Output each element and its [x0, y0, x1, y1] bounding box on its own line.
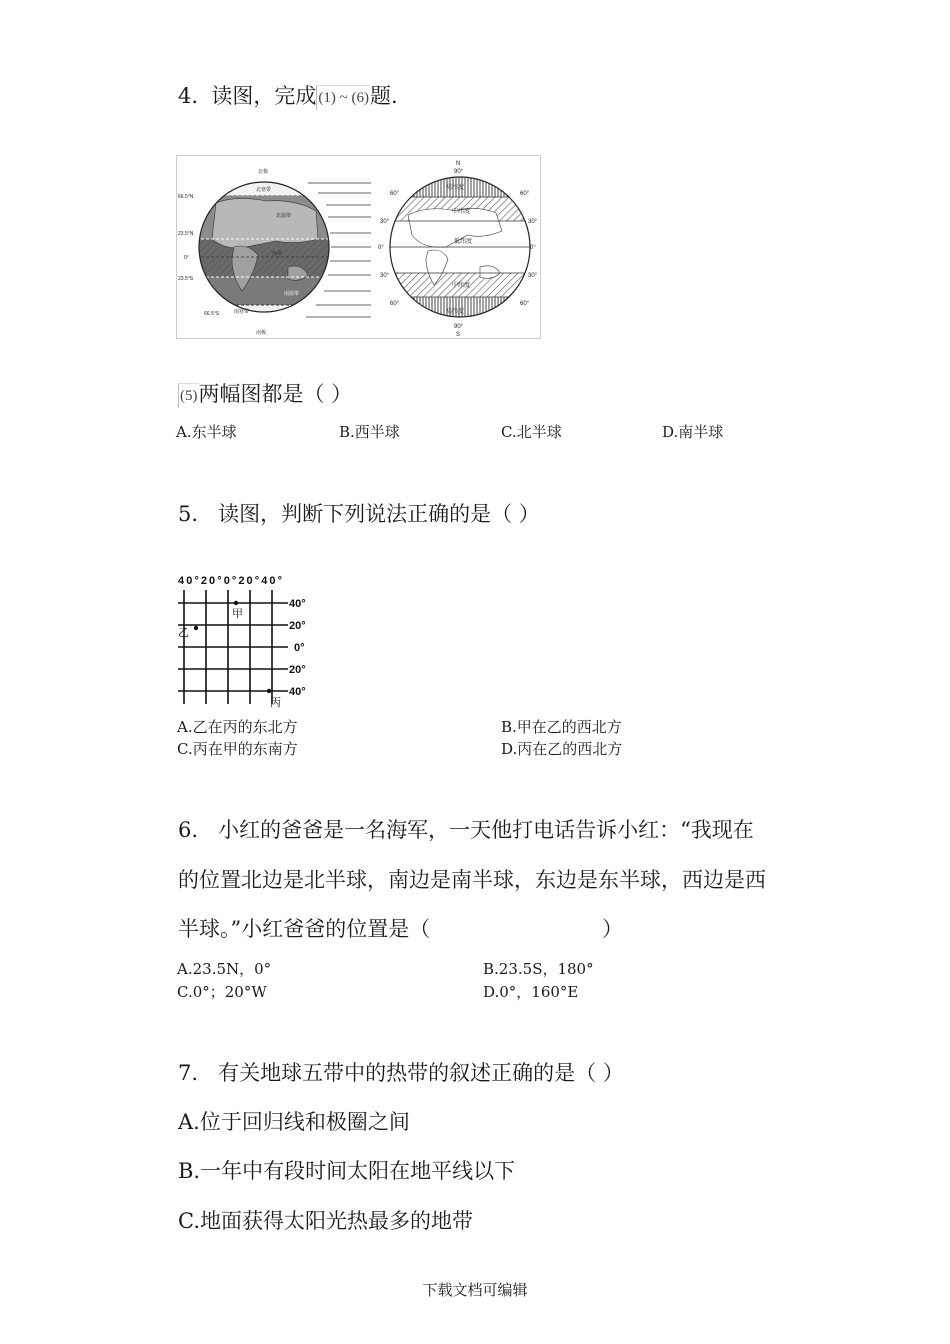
q4-option-b[interactable]: B.西半球 [339, 423, 400, 441]
left-zone-label: 南寒带 [234, 309, 250, 315]
right-lat-label-right: 30° [528, 219, 538, 225]
q4-option-d[interactable]: D.南半球 [662, 423, 724, 441]
q5-option-c[interactable]: C.丙在甲的东南方 [177, 740, 298, 758]
left-lat-label: 0° [184, 255, 189, 261]
q4-number: 4. [178, 84, 199, 108]
q5-grid-figure [176, 572, 312, 710]
footer-text: 下载文档可编辑 [422, 1281, 528, 1299]
q7-text: 有关地球五带中的热带的叙述正确的是（ ） [218, 1061, 624, 1085]
q5-text: 读图，判断下列说法正确的是（ ） [218, 502, 540, 526]
q4-stem-prefix: 读图，完成 [211, 84, 317, 108]
q7-option-b[interactable]: B.一年中有段时间太阳在地平线以下 [178, 1159, 516, 1183]
right-zone-label: 高纬度 [446, 185, 465, 191]
q4-sub5 [178, 382, 352, 408]
grid-right-label: 40° [289, 598, 306, 610]
q5-option-b[interactable]: B.甲在乙的西北方 [501, 718, 622, 736]
right-bottom-label: 90° [454, 324, 464, 330]
right-top-label: 90° [454, 169, 464, 175]
right-lat-label-right: 30° [528, 273, 538, 279]
q4-stem-math: (1) ~ (6) [316, 85, 370, 110]
right-zone-label: 中纬度 [452, 283, 471, 289]
grid-right-label: 20° [289, 620, 306, 632]
grid-right-label: 40° [289, 686, 306, 698]
left-bottom-label: 南极 [256, 330, 267, 336]
point-yi-marker [194, 626, 198, 630]
right-lat-label-left: 60° [390, 301, 400, 307]
grid-right-label: 20° [289, 664, 306, 676]
q4-sub5-text: 两幅图都是（ ） [198, 382, 353, 406]
q5-option-d[interactable]: D.丙在乙的西北方 [501, 740, 623, 758]
q5-number: 5. [178, 502, 199, 526]
left-lat-label: 66.5°S [204, 311, 220, 317]
q4-globes-figure [176, 155, 541, 339]
point-jia-label: 甲 [232, 608, 243, 620]
right-top-label: N [456, 161, 461, 167]
q4-stem [178, 84, 398, 110]
right-lat-label-left: 30° [380, 219, 390, 225]
q6-stem-line1 [178, 818, 754, 842]
left-zone-label: 热带 [272, 251, 283, 257]
q4-option-c[interactable]: C.北半球 [501, 423, 562, 441]
right-zone-label: 低纬度 [454, 239, 473, 245]
q6-line3-end: ） [602, 917, 623, 941]
left-lat-label: 66.5°N [178, 194, 194, 200]
right-lat-label-left: 30° [380, 273, 390, 279]
point-yi-label: 乙 [178, 627, 189, 639]
q7-option-a[interactable]: A.位于回归线和极圈之间 [178, 1110, 410, 1134]
q4-stem-suffix: 题. [370, 84, 398, 108]
q6-line2: 的位置北边是北半球，南边是南半球，东边是东半球，西边是西 [178, 868, 766, 892]
right-bottom-label: S [456, 332, 461, 338]
q6-option-a[interactable]: A.23.5N，0° [177, 960, 272, 978]
right-zone-label: 高纬度 [446, 309, 465, 315]
point-bing-label: 丙 [270, 697, 281, 709]
q7-number: 7. [178, 1061, 199, 1085]
point-jia-marker [234, 601, 238, 605]
q7-stem [178, 1061, 624, 1085]
left-zone-label: 北温带 [276, 213, 292, 219]
q6-line3: 半球。”小红爸爸的位置是（ [178, 917, 431, 941]
q7-option-c[interactable]: C.地面获得太阳光热最多的地带 [178, 1209, 473, 1233]
q5-stem [178, 502, 540, 526]
grid-top-labels: 40°20°0°20°40° [178, 575, 282, 587]
q4-sub5-math: (5) [178, 383, 199, 408]
left-lat-label: 23.5°N [178, 231, 194, 237]
right-lat-label-left: 0° [378, 245, 384, 251]
left-zone-label: 北寒带 [256, 187, 272, 193]
right-lat-label-right: 60° [520, 301, 530, 307]
left-top-label: 北极 [258, 169, 269, 175]
q6-option-c[interactable]: C.0°；20°W [177, 983, 267, 1001]
left-lat-label: 23.5°S [178, 276, 194, 282]
q6-line1: 小红的爸爸是一名海军，一天他打电话告诉小红：“我现在 [218, 818, 754, 842]
right-lat-label-left: 60° [390, 191, 400, 197]
q6-number: 6. [178, 818, 199, 842]
right-lat-label-right: 0° [530, 245, 536, 251]
point-bing-marker [267, 689, 271, 693]
q4-option-a[interactable]: A.东半球 [176, 423, 237, 441]
grid-right-label: 0° [294, 642, 305, 654]
q5-option-a[interactable]: A.乙在丙的东北方 [177, 718, 298, 736]
left-zone-label: 南温带 [284, 291, 300, 297]
q6-option-b[interactable]: B.23.5S，180° [483, 960, 594, 978]
q6-option-d[interactable]: D.0°，160°E [483, 983, 579, 1001]
right-zone-label: 中纬度 [452, 209, 471, 215]
right-lat-label-right: 60° [520, 191, 530, 197]
